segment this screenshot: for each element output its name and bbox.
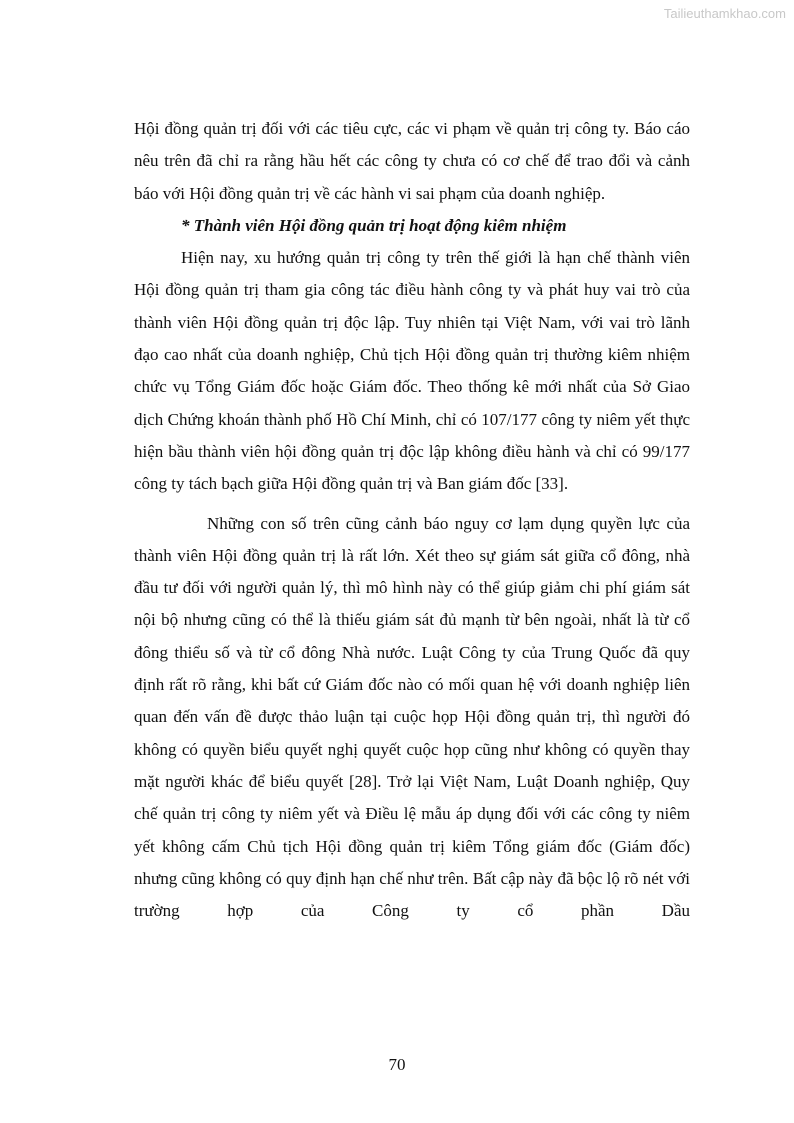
section-heading: * Thành viên Hội đồng quản trị hoạt động kiêm nhiệm: [181, 215, 567, 235]
paragraph-body: Những con số trên cũng cảnh báo nguy cơ lạm dụng quyền lực của thành viên Hội đồng quản trị là rất lớn. Xét theo sự giám sát giữa cổ đông, nhà đầu tư đối với người quản lý, thì mô hình này có thể giúp giảm chi phí giám sát nội bộ nhưng cũng có thể là thiếu giám sát đủ mạnh từ bên ngoài, nhất là từ cổ đông thiểu số và từ cổ đông Nhà nước. Luật Công ty của Trung Quốc đã quy định rất rõ rằng, khi bất cứ Giám đốc nào có mối quan hệ với doanh nghiệp liên quan đến vấn đề được thảo luận tại cuộc họp Hội đồng quản trị, thì người đó không có quyền biểu quyết nghị quyết cuộc họp cũng như không có quyền thay mặt người khác để biểu quyết [28]. Trở lại Việt Nam, Luật Doanh nghiệp, Quy chế quản trị công ty niêm yết và Điều lệ mẫu áp dụng đối với các công ty niêm yết không cấm Chủ tịch Hội đồng quản trị kiêm Tổng giám đốc (Giám đốc) nhưng cũng không có quy định hạn chế như trên. Bất cập này đã bộc lộ rõ nét với trường hợp của Công ty cổ phần Dầu: [134, 513, 690, 921]
page-number: 70: [388, 1055, 406, 1074]
paragraph-continuation: Hội đồng quản trị đối với các tiêu cực, các vi phạm về quản trị công ty. Báo cáo nêu trên đã chỉ ra rằng hầu hết các công ty chưa có cơ chế để trao đổi và cảnh báo với Hội đồng quản trị về các hành vi sai phạm của doanh nghiệp.: [134, 119, 690, 203]
paragraph-body: Hiện nay, xu hướng quản trị công ty trên thế giới là hạn chế thành viên Hội đồng quản trị tham gia công tác điều hành công ty và phát huy vai trò của thành viên Hội đồng quản trị độc lập. Tuy nhiên tại Việt Nam, với vai trò lãnh đạo cao nhất của doanh nghiệp, Chủ tịch Hội đồng quản trị thường kiêm nhiệm chức vụ Tổng Giám đốc hoặc Giám đốc. Theo thống kê mới nhất của Sở Giao dịch Chứng khoán thành phố Hồ Chí Minh, chỉ có 107/177 công ty niêm yết thực hiện bầu thành viên hội đồng quản trị độc lập không điều hành và chỉ có 99/177 công ty tách bạch giữa Hội đồng quản trị và Ban giám đốc [33].: [134, 248, 690, 494]
document-body: [134, 113, 690, 927]
watermark: Tailieuthamkhao.com: [663, 6, 786, 21]
